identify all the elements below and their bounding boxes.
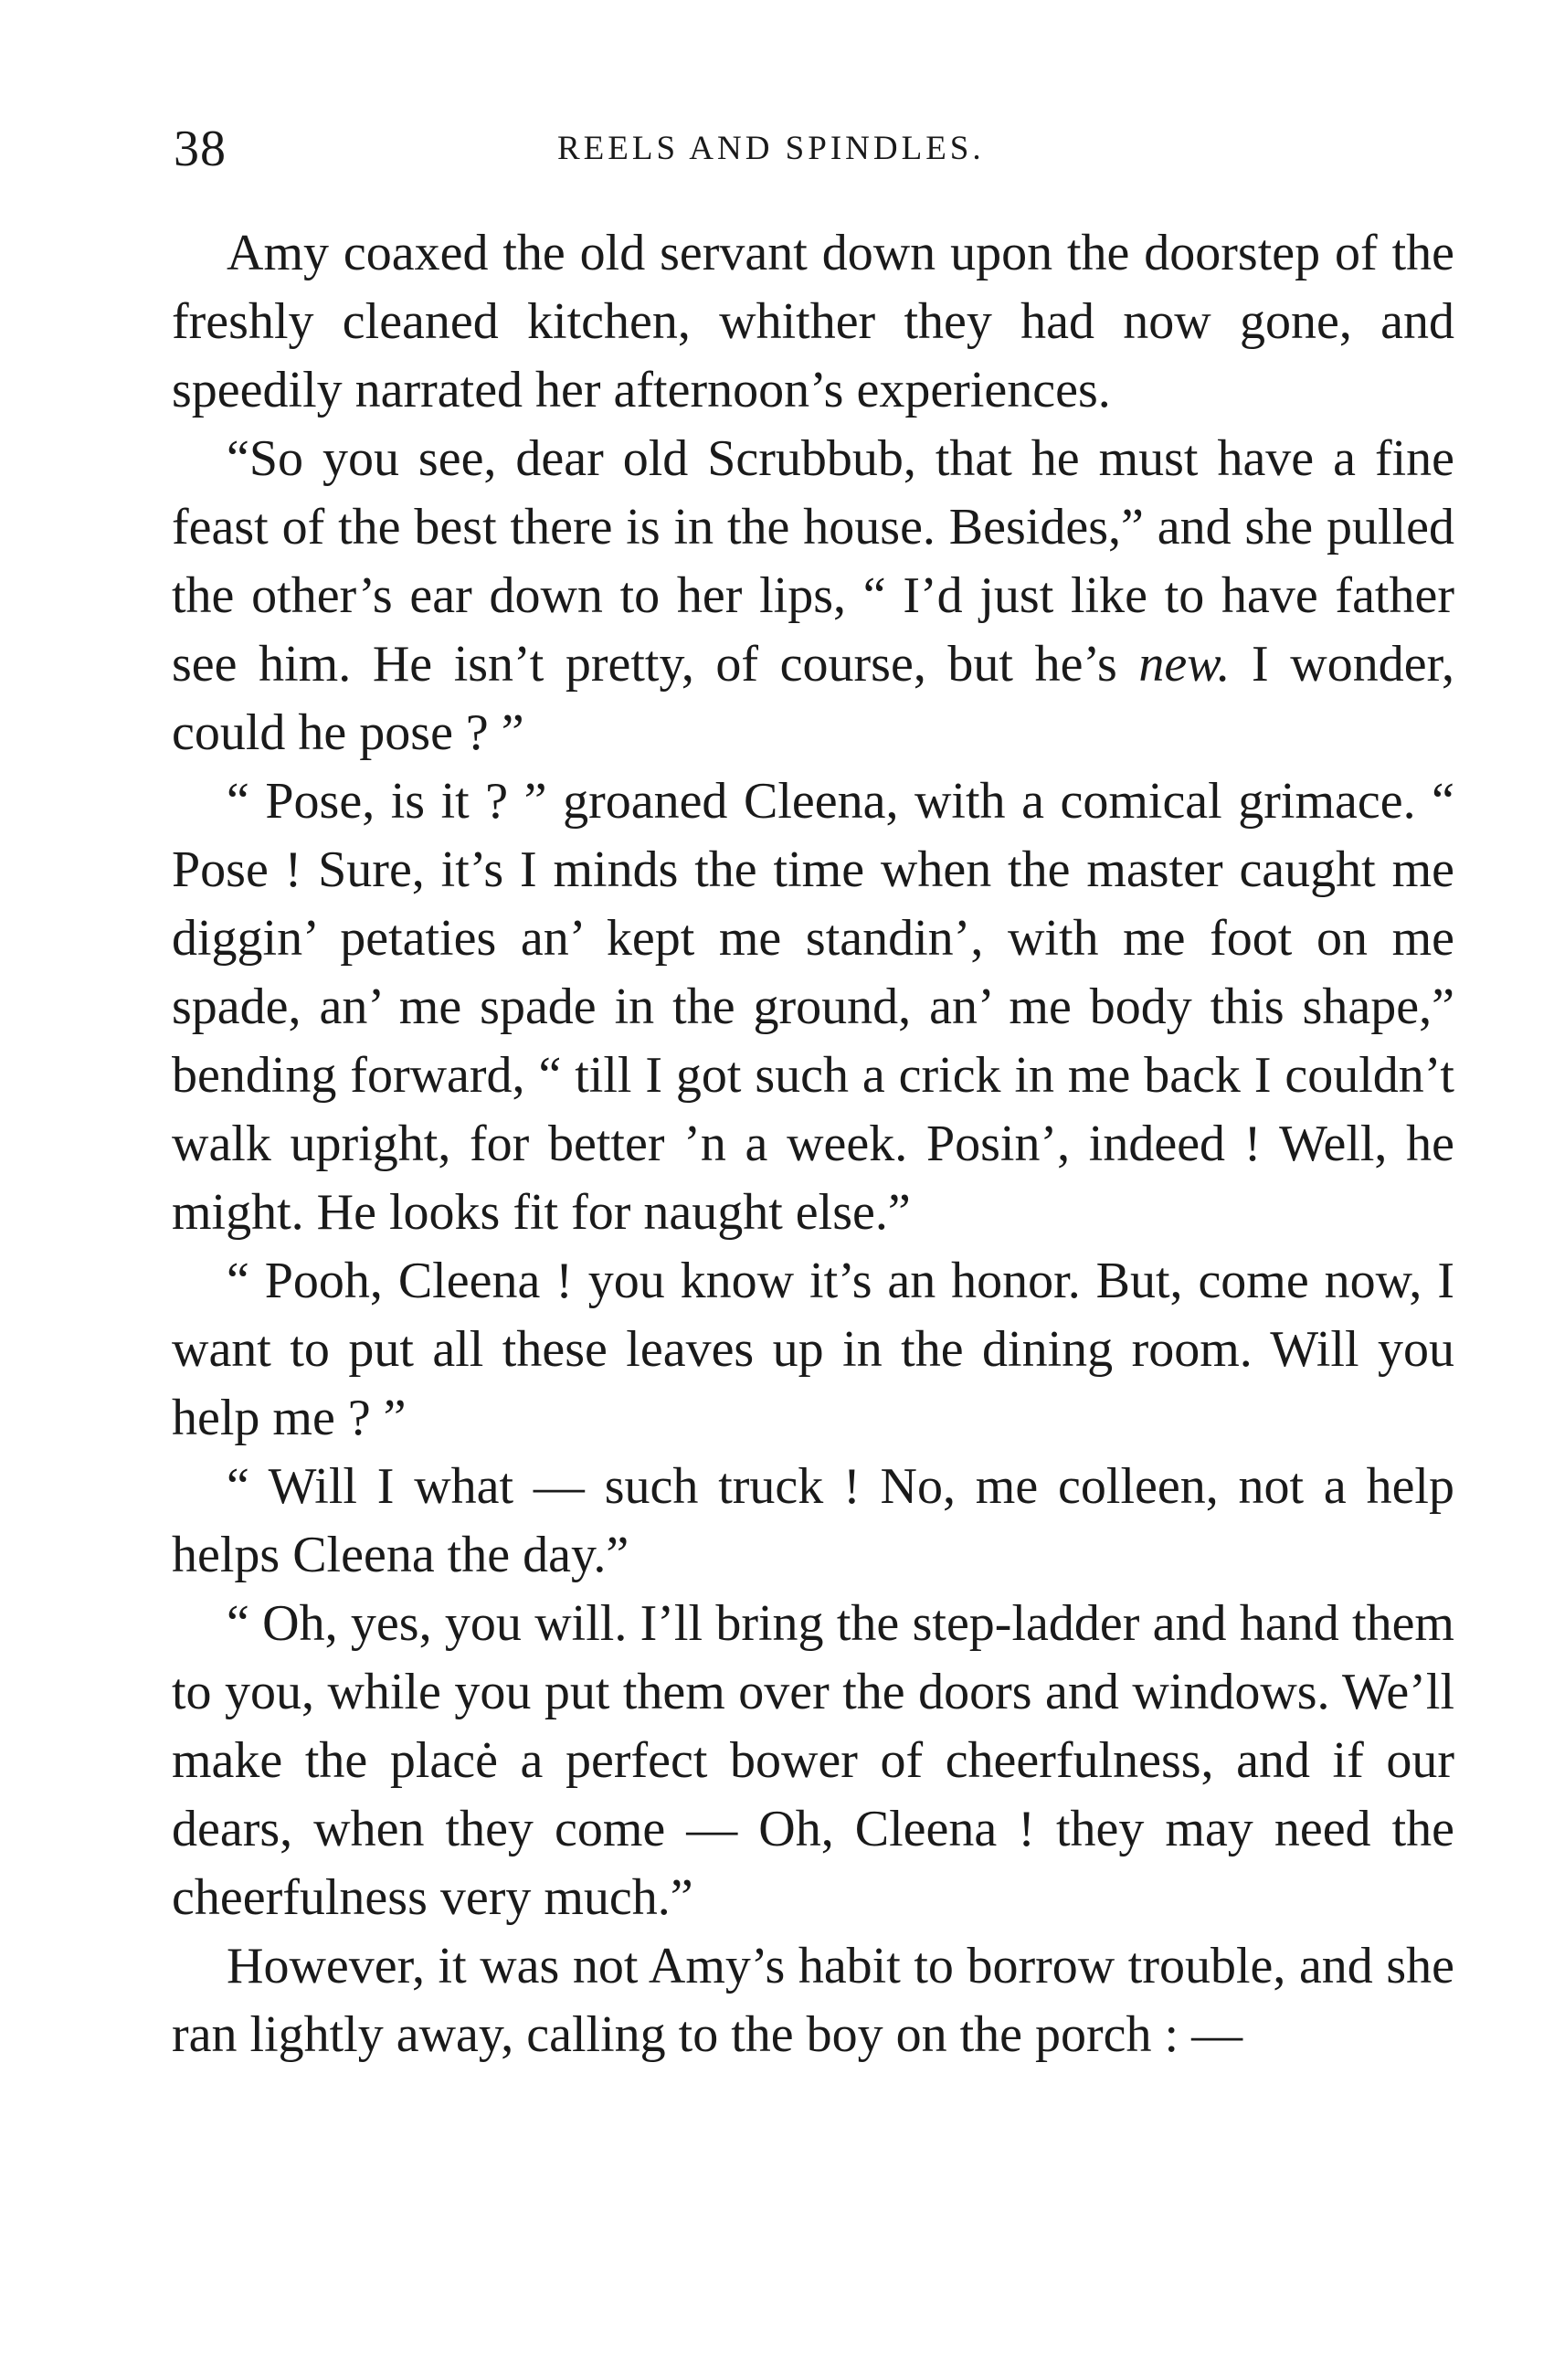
paragraph-text: “ Pooh, Cleena ! you know it’s an honor. But, come now, I want to put all these leaves up in the dining room. Will you help me ? ” bbox=[172, 1253, 1454, 1446]
paragraph-text: However, it was not Amy’s habit to borrow trouble, and she ran lightly away, calling to the boy on the porch : — bbox=[172, 1938, 1454, 2063]
paragraph-text: “ Will I what — such truck ! No, me colleen, not a help helps Cleena the day.” bbox=[172, 1458, 1454, 1583]
paragraph-text: “So you see, dear old Scrubbub, that he must have a fine feast of the best there is in the house. Besides,” and she pulled the other’s ear down to her lips, “ I’d just like to have father see him. He isn’t pretty, of course, but he’s bbox=[172, 430, 1454, 693]
paragraph-text: Amy coaxed the old servant down upon the doorstep of the freshly cleaned kitchen, whither they had now gone, and speedily narrated her afternoon’s experiences. bbox=[172, 225, 1454, 418]
paragraph-text: “ Pose, is it ? ” groaned Cleena, with a comical grimace. “ Pose ! Sure, it’s I minds the time when the master caught me diggin’ petaties an’ kept me standin’, with me foot on me spade, an’ me spade in the ground, an’ me body this shape,” bending forward, “ till I got such a crick in me back I couldn’t walk upright, for better ’n a week. Posin’, indeed ! Well, he might. He looks fit for naught else.” bbox=[172, 773, 1454, 1241]
paragraph-text: I wonder, could he pose ? ” bbox=[172, 636, 1454, 761]
paragraph-text: “ Oh, yes, you will. I’ll bring the step-ladder and hand them to you, while you put them over the doors and windows. We’ll make the placė a perfect bower of cheerfulness, and if our dears, when they come — Oh, Cleena ! they may need the cheerfulness very much.” bbox=[172, 1595, 1454, 1926]
body-text bbox=[172, 219, 1454, 2069]
paragraph-7 bbox=[172, 1932, 1454, 2069]
paragraph-6 bbox=[172, 1590, 1454, 1932]
paragraph-3 bbox=[172, 767, 1454, 1247]
paragraph-4 bbox=[172, 1247, 1454, 1453]
italic-word: new. bbox=[1138, 636, 1231, 693]
running-title: REELS AND SPINDLES. bbox=[557, 130, 985, 167]
page-number: 38 bbox=[174, 121, 227, 177]
paragraph-5 bbox=[172, 1453, 1454, 1590]
paragraph-1 bbox=[172, 219, 1454, 425]
paragraph-2 bbox=[172, 425, 1454, 767]
running-head bbox=[174, 117, 1453, 181]
